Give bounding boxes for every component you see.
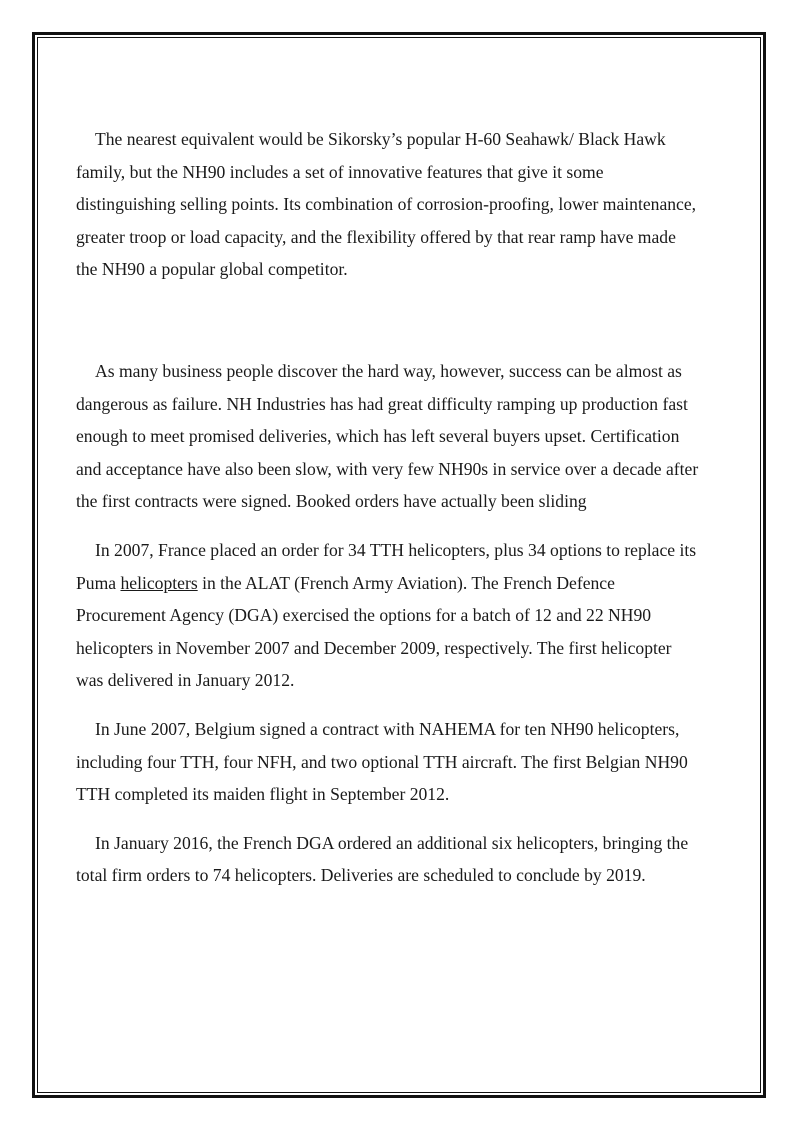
text-line: family, but the NH90 includes a set of innovative features that give it some — [76, 161, 604, 182]
text-line: The nearest equivalent would be Sikorsky’s popular H-60 Seahawk/ Black Hawk — [95, 129, 666, 149]
text-line — [76, 567, 748, 600]
text-line: the NH90 a popular global competitor. — [76, 259, 348, 280]
text-line: distinguishing selling points. Its combination of corrosion-proofing, lower maintenance, — [76, 194, 697, 215]
text-line: dangerous as failure. NH Industries has had great difficulty ramping up production fast — [76, 393, 688, 414]
text-span: Puma — [76, 572, 121, 593]
text-line: TTH completed its maiden flight in September 2012. — [76, 784, 450, 805]
text-line: helicopters in November 2007 and December 2009, respectively. The first helicopter — [76, 637, 672, 658]
paragraph-france-order — [76, 534, 748, 697]
text-line: greater troop or load capacity, and the flexibility offered by that rear ramp have made — [76, 226, 676, 247]
text-line: total firm orders to 74 helicopters. Deliveries are scheduled to conclude by 2019. — [76, 865, 646, 886]
paragraph-nh90-features — [76, 123, 748, 286]
text-span: in the ALAT (French Army Aviation). The French Defence — [197, 572, 615, 593]
text-line: In 2007, France placed an order for 34 TTH helicopters, plus 34 options to replace its — [95, 539, 697, 560]
text-line: As many business people discover the hard way, however, success can be almost as — [95, 360, 682, 381]
text-line: In June 2007, Belgium signed a contract with NAHEMA for ten NH90 helicopters, — [95, 718, 680, 739]
text-line: In January 2016, the French DGA ordered an additional six helicopters, bringing the — [95, 832, 689, 853]
document-body — [76, 123, 748, 892]
text-line: the first contracts were signed. Booked orders have actually been sliding — [76, 491, 587, 512]
text-line: including four TTH, four NFH, and two optional TTH aircraft. The first Belgian NH90 — [76, 751, 688, 772]
helicopters-link[interactable]: helicopters — [120, 572, 198, 593]
paragraph-french-dga-order — [76, 827, 748, 892]
text-line: Procurement Agency (DGA) exercised the options for a batch of 12 and 22 NH90 — [76, 605, 652, 626]
paragraph-belgium-contract — [76, 713, 748, 811]
paragraph-production-difficulties — [76, 355, 748, 518]
text-line: and acceptance have also been slow, with very few NH90s in service over a decade after — [76, 458, 699, 479]
text-line: enough to meet promised deliveries, which has left several buyers upset. Certification — [76, 426, 680, 447]
text-line: was delivered in January 2012. — [76, 670, 295, 691]
